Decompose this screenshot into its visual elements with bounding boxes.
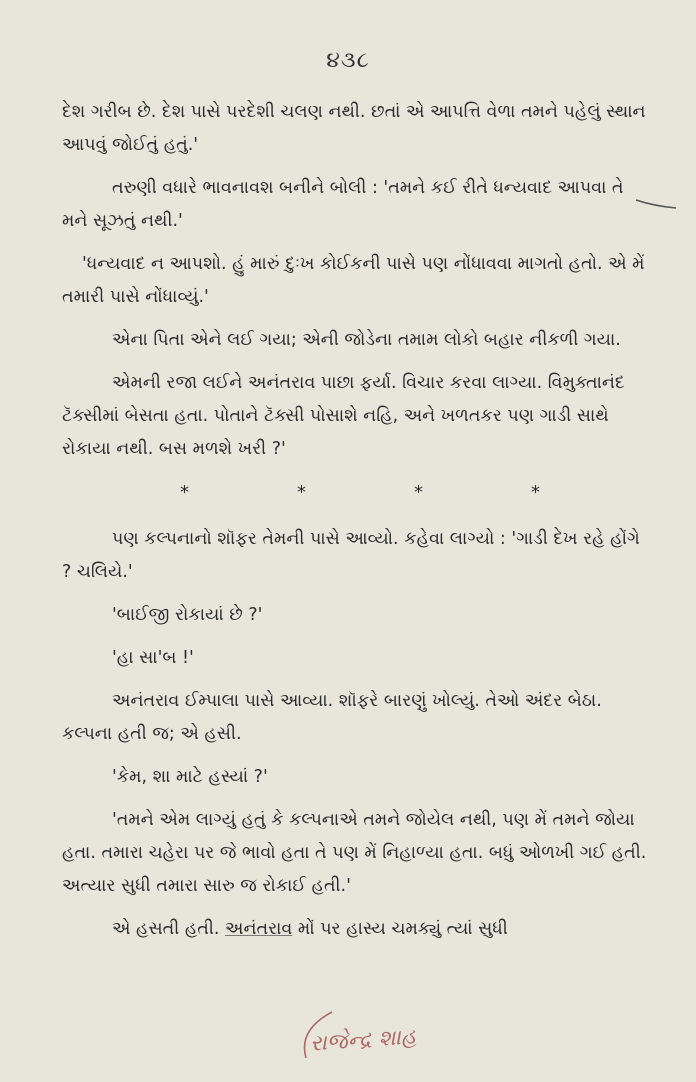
page-body	[62, 96, 654, 956]
separator-star: *	[531, 482, 540, 503]
separator-star: *	[297, 482, 306, 503]
handwritten-signature: રાજેન્દ્ર શાહ	[309, 1024, 418, 1057]
paragraph-9: અનંતરાવ ઈમ્પાલા પાસે આવ્યા. શૉફરે બારણું ખોલ્યું. તેઓ અંદર બેઠા. કલ્પના હતી જ; એ હસી.	[62, 691, 602, 744]
paragraph-10: 'કેમ, શા માટે હસ્યાં ?'	[112, 767, 268, 787]
last-line-start: એ હસતી હતી.	[112, 919, 225, 939]
last-line-underlined: અનંતરાવ	[225, 919, 293, 939]
paragraph-4: એના પિતા એને લઈ ગયા; એની જોડેના તમામ લોકો બહાર નીકળી ગયા.	[112, 330, 621, 350]
section-separator	[180, 476, 540, 509]
paragraph-8: 'હા સા'બ !'	[112, 648, 194, 668]
last-line-end: મોં પર હાસ્ય ચમક્યું ત્યાં સુધી	[292, 919, 508, 939]
paragraph-2: તરુણી વધારે ભાવનાવશ બનીને બોલી : 'તમને કઈ રીતે ધન્યવાદ આપવા તે મને સૂઝતું નથી.'	[62, 178, 624, 231]
paragraph-last	[62, 913, 654, 946]
separator-star: *	[180, 482, 189, 503]
paragraph-11: 'તમને એમ લાગ્યું હતું કે કલ્પનાએ તમને જોયેલ નથી, પણ મેં તમને જોયા હતા. તમારા ચહેરા પર જે ભાવો હતા તે પણ મેં નિહાળ્યા હતા. બધું ઓળખી ગઈ હતી. અત્યાર સુધી તમારા સારુ જ રોકાઈ હતી.'	[62, 810, 647, 896]
page-number: ૪૩૮	[326, 48, 370, 73]
paragraph-3: 'ધન્યવાદ ન આપશો. હું મારું દુઃખ કોઈકની પાસે પણ નોંધાવવા માગતો હતો. એ મેં તમારી પાસે નોંધાવ્યું.'	[62, 254, 645, 307]
paragraph-1: દેશ ગરીબ છે. દેશ પાસે પરદેશી ચલણ નથી. છતાં એ આપત્તિ વેળા તમને પહેલું સ્થાન આપવું જોઈતું હતું.'	[62, 102, 646, 155]
paragraph-5: એમની રજા લઈને અનંતરાવ પાછા ફર્યા. વિચાર કરવા લાગ્યા. વિમુક્તાનંદ ટૅક્સીમાં બેસતા હતા. પોતાને ટૅક્સી પોસાશે નહિ, અને ખળતકર પણ ગાડી સાથે રોકાયા નથી. બસ મળશે ખરી ?'	[62, 373, 625, 459]
paragraph-6: પણ કલ્પનાનો શૉફર તેમની પાસે આવ્યો. કહેવા લાગ્યો : 'ગાડી દેખ રહે હોંગે ? ચલિયે.'	[62, 529, 640, 582]
paragraph-7: 'બાઈજી રોકાયાં છે ?'	[112, 605, 263, 625]
separator-star: *	[414, 482, 423, 503]
